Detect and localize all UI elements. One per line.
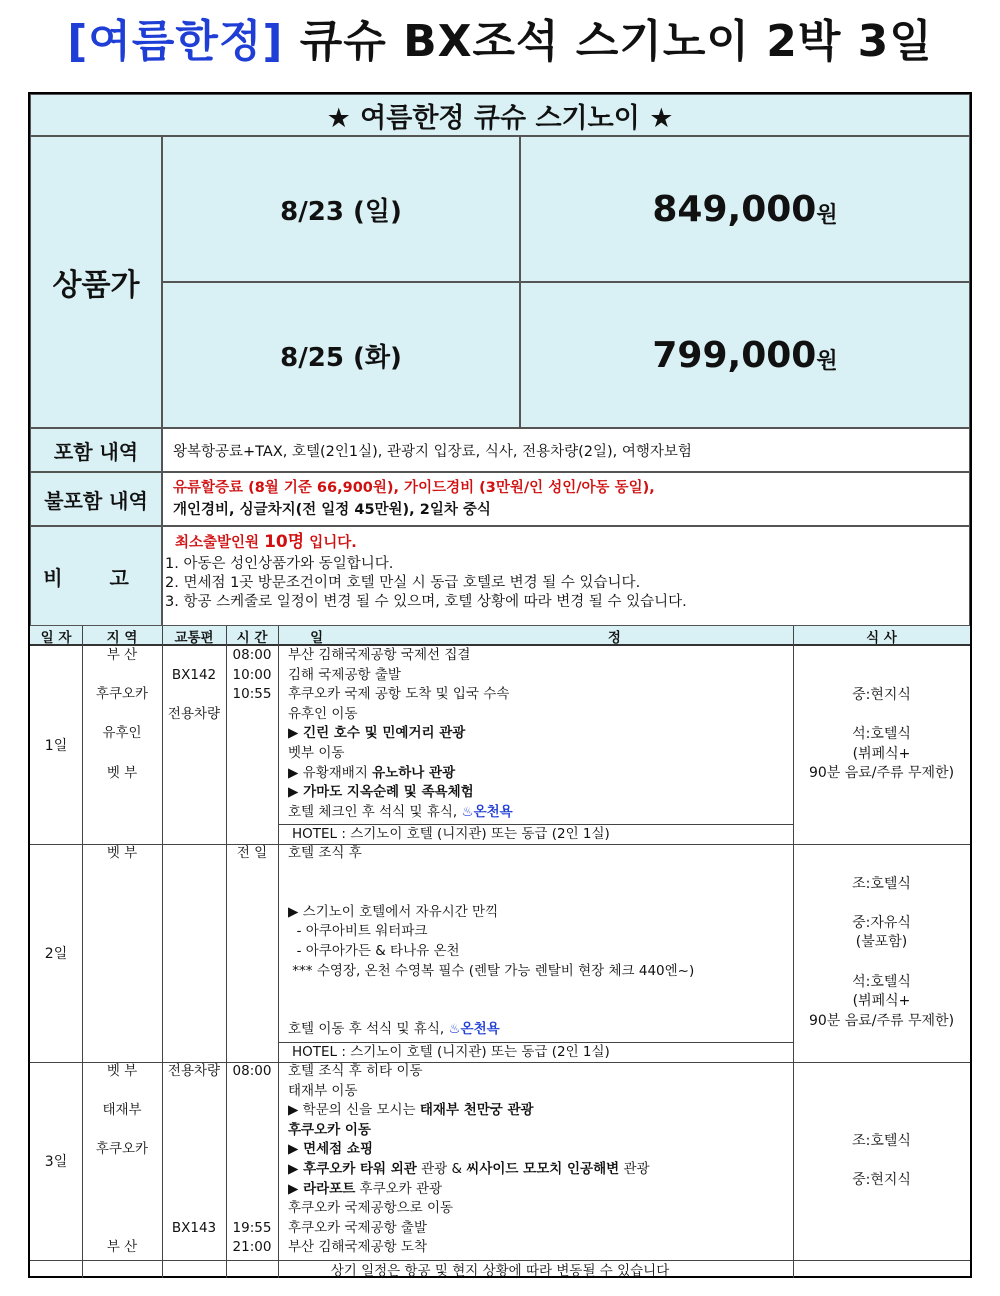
time-cell: 19:55 <box>232 1219 272 1236</box>
schedule-line <box>288 803 513 823</box>
time-cell: 08:00 <box>232 647 272 663</box>
transport-cell: BX143 <box>171 1219 217 1236</box>
schedule-line <box>288 903 498 923</box>
transport-cell: BX142 <box>171 666 217 683</box>
footer-note: 상기 일정은 항공 및 현지 상황에 따라 변동될 수 있습니다 <box>330 1263 670 1279</box>
meal-line: 석:호텔식 <box>852 973 911 990</box>
schedule-text: - 아쿠아비트 워터파크 <box>288 923 428 940</box>
schedule-text: ▶ 후쿠오카 타워 외관 <box>288 1161 417 1177</box>
hotel-line-day1: HOTEL : 스기노이 호텔 (니지관) 또는 동급 (2인 1실) <box>278 824 793 844</box>
schedule-line <box>288 1101 534 1121</box>
schedule-text: 호텔 체크인 후 석식 및 휴식, <box>288 803 462 820</box>
price-date-2: 8/25 (화) <box>162 282 520 428</box>
schedule-line <box>288 1238 427 1258</box>
title-text: 큐슈 BX조석 스기노이 2박 3일 <box>299 16 933 67</box>
day-label: 2일 <box>44 946 68 962</box>
header-schedule: 일 정 <box>310 630 761 646</box>
schedule-line <box>288 1082 358 1102</box>
include-label: 포함 내역 <box>30 428 162 472</box>
schedule-line <box>288 1121 371 1141</box>
remarks-label: 비 고 <box>30 526 162 626</box>
region-cell: 부 산 <box>106 647 138 663</box>
title-tag: [여름한정] <box>67 16 284 67</box>
schedule-text: 유후인 이동 <box>288 705 358 722</box>
time-cell: 10:55 <box>232 686 272 703</box>
meals-day2 <box>793 844 970 1062</box>
hotel-line-day2: HOTEL : 스기노이 호텔 (니지관) 또는 동급 (2인 1실) <box>278 1042 793 1062</box>
exclude-label: 불포함 내역 <box>30 472 162 526</box>
schedule-line <box>288 764 455 784</box>
meal-line: 조:호텔식 <box>852 875 911 892</box>
schedule-line <box>288 1160 650 1180</box>
header-region: 지 역 <box>106 630 138 646</box>
schedule-line <box>288 724 465 744</box>
time-cell: 10:00 <box>232 666 272 683</box>
schedule-text: 호텔 조식 후 히타 이동 <box>288 1063 423 1079</box>
meal-line: (불포함) <box>855 934 908 951</box>
table-header <box>30 626 970 646</box>
meal-line: 중:현지식 <box>852 1171 911 1188</box>
price-label: 상품가 <box>30 136 162 428</box>
region-cell: 후쿠오카 <box>95 1141 149 1158</box>
schedule-line <box>288 1219 427 1239</box>
transport-cell: 전용차량 <box>167 705 221 722</box>
schedule-line <box>288 1020 500 1040</box>
transport-cell: 전용차량 <box>167 1063 221 1079</box>
schedule-text: 태재부 천만궁 관광 <box>419 1102 534 1119</box>
time-cell: 21:00 <box>232 1239 272 1256</box>
remark-note: 3. 항공 스케줄로 일정이 변경 될 수 있으며, 호텔 상황에 따라 변경 될 수 있습니다. <box>165 594 687 610</box>
header-transport: 교통편 <box>174 630 214 646</box>
schedule-text: ▶ 학문의 신을 모시는 <box>288 1102 420 1119</box>
schedule-text: 부산 김해국제공항 국제선 집결 <box>288 647 471 663</box>
remark-note: 1. 아동은 성인상품가와 동일합니다. <box>165 556 394 572</box>
schedule-text: ▶ 스기노이 호텔에서 자유시간 만끽 <box>288 903 499 920</box>
schedule-text: 벳부 이동 <box>288 745 345 761</box>
min-departure: 최소출발인원 10명 입니다. <box>175 532 357 552</box>
schedule-line <box>288 666 401 686</box>
schedule-line <box>288 1199 453 1219</box>
schedule-line <box>288 744 344 764</box>
schedule-text: 후쿠오카 국제공항으로 이동 <box>288 1200 454 1217</box>
itinerary-sheet <box>28 92 972 1278</box>
header-time: 시 간 <box>236 630 268 646</box>
day-label: 1일 <box>44 738 68 754</box>
schedule-line <box>288 922 427 942</box>
schedule-line <box>288 942 460 962</box>
remark-note: 2. 면세점 1곳 방문조건이며 호텔 만실 시 동급 호텔로 변경 될 수 있습니다. <box>165 575 641 591</box>
header-day: 일 자 <box>40 630 72 646</box>
price-amount-2 <box>520 282 970 428</box>
meal-line: 조:호텔식 <box>852 1132 911 1149</box>
schedule-text: 후쿠오카 이동 <box>288 1121 371 1138</box>
region-cell: 유후인 <box>102 725 142 742</box>
exclude-line-1: 유류할증료 (8월 기준 66,900원), 가이드경비 (3만원/인 성인/아동 동일), <box>173 480 655 496</box>
schedule-line <box>288 844 362 864</box>
schedule-line <box>288 705 358 725</box>
schedule-line <box>288 962 694 982</box>
meals-day3 <box>793 1062 970 1260</box>
remarks-text <box>162 526 970 626</box>
meal-line: 90분 음료/주류 무제한) <box>808 765 955 782</box>
schedule-text: 씨사이드 모모치 인공해변 <box>466 1161 620 1177</box>
schedule-text: ♨온천욕 <box>461 803 513 820</box>
meal-line: 중:자유식 <box>852 914 911 931</box>
exclude-text <box>162 472 970 526</box>
schedule-text: 관광 <box>619 1161 650 1177</box>
schedule-table <box>30 626 970 1278</box>
schedule-line <box>288 1140 373 1160</box>
schedule-text: 호텔 이동 후 석식 및 휴식, <box>288 1021 449 1038</box>
header-meals: 식 사 <box>866 630 897 646</box>
schedule-text: ▶ 라라포트 <box>288 1180 356 1197</box>
include-text: 왕복항공료+TAX, 호텔(2인1실), 관광지 입장료, 식사, 전용차량(2일), 여행자보험 <box>162 428 970 472</box>
meal-line: 중:현지식 <box>852 687 911 704</box>
schedule-text: ▶ 면세점 쇼핑 <box>288 1141 373 1158</box>
schedule-text: 김해 국제공항 출발 <box>288 666 401 683</box>
schedule-text: 후쿠오카 국제 공항 도착 및 입국 수속 <box>288 686 510 703</box>
schedule-line <box>288 783 474 803</box>
schedule-text: ▶ 유황재배지 <box>288 764 373 781</box>
region-cell: 벳 부 <box>106 1063 138 1079</box>
banner: ★ 여름한정 큐슈 스기노이 ★ <box>30 94 970 136</box>
region-cell: 태재부 <box>102 1102 142 1119</box>
schedule-text: 호텔 조식 후 <box>288 845 362 861</box>
time-cell: 08:00 <box>232 1063 272 1079</box>
exclude-line-2: 개인경비, 싱글차지(전 일정 45만원), 2일차 중식 <box>173 502 491 518</box>
region-cell: 벳 부 <box>106 764 138 781</box>
time-cell: 전 일 <box>236 845 268 861</box>
price-amount-value: 849,000 <box>652 188 817 230</box>
region-cell: 부 산 <box>106 1239 138 1256</box>
price-unit: 원 <box>816 202 838 228</box>
schedule-line <box>288 685 509 705</box>
price-amount-value: 799,000 <box>652 334 817 376</box>
schedule-text: 유노하나 관광 <box>372 764 456 781</box>
meal-line: 석:호텔식 <box>852 726 911 743</box>
schedule-text: 부산 김해국제공항 도착 <box>288 1239 427 1256</box>
meals-day1 <box>793 646 970 824</box>
meal-line: (뷔페식+ <box>852 993 911 1010</box>
region-cell: 후쿠오카 <box>95 686 149 703</box>
price-unit: 원 <box>816 348 838 374</box>
schedule-text: 관광 & <box>416 1161 467 1177</box>
schedule-text: *** 수영장, 온천 수영복 필수 (렌탈 가능 렌탈비 현장 체크 440엔~) <box>288 962 695 979</box>
page-title <box>0 6 1000 78</box>
schedule-text: 후쿠오카 국제공항 출발 <box>288 1219 427 1236</box>
price-date-1: 8/23 (일) <box>162 136 520 282</box>
schedule-line <box>288 1062 423 1082</box>
schedule-text: ♨온천욕 <box>448 1021 500 1038</box>
day-label: 3일 <box>44 1154 68 1170</box>
schedule-line <box>288 646 470 666</box>
region-cell: 벳 부 <box>106 845 138 861</box>
schedule-text: ▶ 가마도 지옥순례 및 족욕체험 <box>288 784 474 801</box>
meal-line: (뷔페식+ <box>852 745 911 762</box>
schedule-text: 후쿠오카 관광 <box>355 1180 443 1197</box>
schedule-line <box>288 1180 442 1200</box>
schedule-text: 태재부 이동 <box>288 1082 358 1099</box>
meal-line: 90분 음료/주류 무제한) <box>808 1012 955 1029</box>
schedule-text: - 아쿠아가든 & 타나유 온천 <box>288 943 460 959</box>
price-amount-1 <box>520 136 970 282</box>
schedule-text: ▶ 긴린 호수 및 민예거리 관광 <box>288 725 466 742</box>
